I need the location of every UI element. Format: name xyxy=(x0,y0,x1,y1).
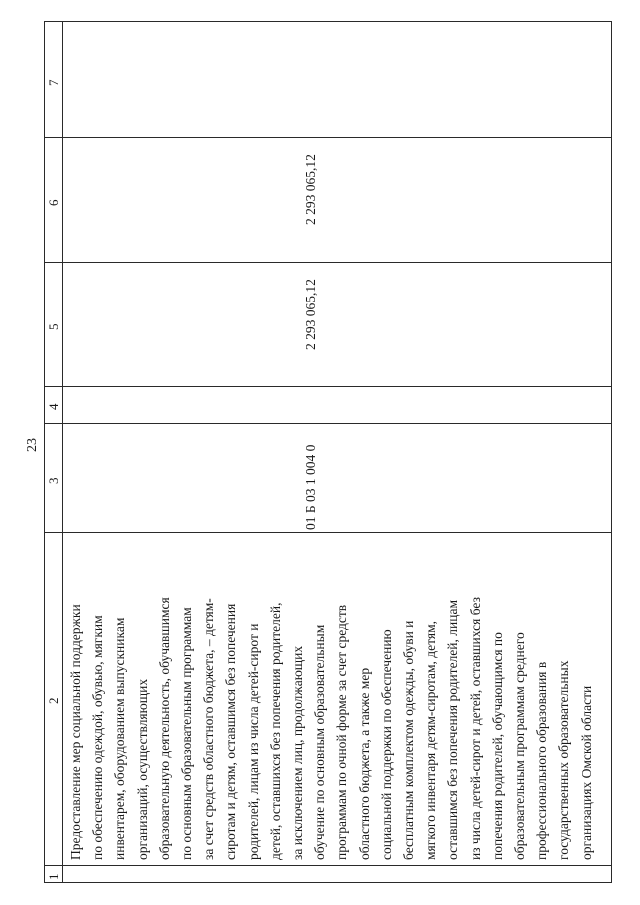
column-number-4: 4 xyxy=(46,403,61,410)
description-line: детей, оставшихся без попечения родителей, xyxy=(267,602,283,860)
column-divider xyxy=(44,865,612,866)
description-line: оставшимся без попечения родителей, лицам xyxy=(445,600,461,860)
table-border-left xyxy=(44,21,45,883)
description-line: за исключением лиц, продолжающих xyxy=(290,645,306,860)
code-cell: 01 Б 03 1 004 0 xyxy=(303,444,318,530)
description-line: организациях Омской области xyxy=(578,685,594,860)
description-line: организаций, осуществляющих xyxy=(134,678,150,860)
table-border-top xyxy=(44,21,612,22)
description-line: областного бюджета, а также мер xyxy=(356,667,372,860)
description-line: родителей, лицам из числа детей-сирот и xyxy=(245,623,261,860)
column-number-7: 7 xyxy=(46,79,61,86)
description-line: профессионального образования в xyxy=(534,661,550,860)
table-border-bottom xyxy=(44,882,612,883)
column-divider xyxy=(44,386,612,387)
description-line: Предоставление мер социальной поддержки xyxy=(68,604,83,860)
description-line: социальной поддержки по обеспечению xyxy=(378,629,394,860)
header-divider xyxy=(62,21,63,883)
description-line: по обеспечению одеждой, обувью, мягким xyxy=(90,615,106,860)
description-line: программам по очной форме за счет средств xyxy=(334,604,350,860)
description-cell xyxy=(65,597,598,860)
column-divider xyxy=(44,262,612,263)
description-line: инвентарем, оборудованием выпускникам xyxy=(112,617,128,860)
column-divider xyxy=(44,137,612,138)
column-number-5: 5 xyxy=(46,323,61,330)
column-number-3: 3 xyxy=(46,477,61,484)
description-line: обучение по основным образовательным xyxy=(312,624,328,860)
description-line: образовательным программам среднего xyxy=(512,632,528,860)
description-line: сиротам и детям, оставшимся без попечения xyxy=(223,603,239,860)
description-line: государственных образовательных xyxy=(556,660,572,860)
amount-cell-6: 2 293 065,12 xyxy=(303,154,318,225)
table-border-right xyxy=(611,21,612,883)
column-number-2: 2 xyxy=(46,697,61,704)
column-number-1: 1 xyxy=(46,873,61,880)
description-line: образовательную деятельность, обучавшимся xyxy=(156,597,172,860)
description-line: за счет средств областного бюджета, – детям- xyxy=(201,598,217,860)
column-number-6: 6 xyxy=(46,199,61,206)
description-line: бесплатным комплектом одежды, обуви и xyxy=(401,620,417,860)
description-line: из числа детей-сирот и детей, оставшихся без xyxy=(467,597,483,860)
page-number: 23 xyxy=(25,438,40,452)
description-line: попечения родителей, обучающимся по xyxy=(489,632,505,860)
column-divider xyxy=(44,423,612,424)
column-divider xyxy=(44,532,612,533)
description-line: мягкого инвентаря детям-сиротам, детям, xyxy=(423,620,439,860)
amount-cell-5: 2 293 065,12 xyxy=(303,279,318,350)
description-line: по основным образовательным программам xyxy=(179,607,195,860)
